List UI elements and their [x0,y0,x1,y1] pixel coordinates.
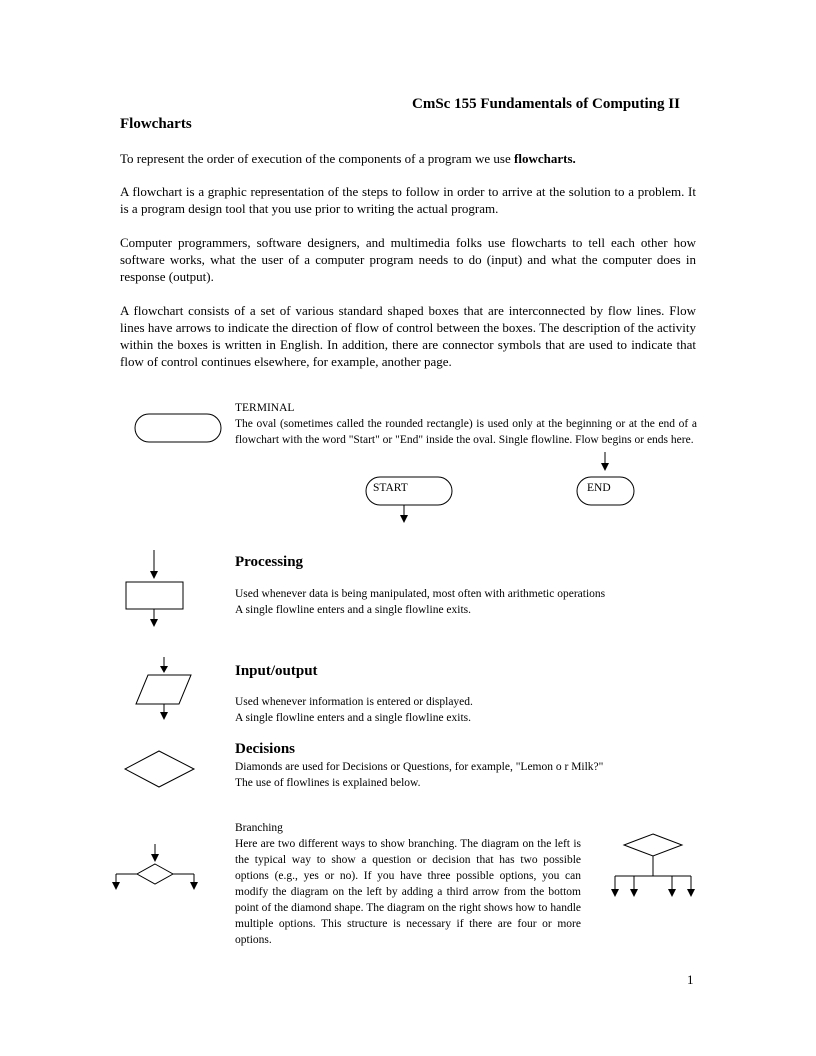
io-parallelogram-shape [128,655,198,725]
intro-paragraph-2: A flowchart is a graphic representation of the steps to follow in order to arrive at the solution to a problem. It is a program design tool that you use prior to writing the actual program. [120,184,696,216]
intro-paragraph-3: Computer programmers, software designers, and multimedia folks use flowcharts to tell each other how software works, what the user of a computer program needs to do (input) and what the computer does in response (output). [120,235,696,284]
start-oval-shape [360,470,460,530]
intro-paragraph-4: A flowchart consists of a set of various standard shaped boxes that are interconnected by flow lines. Flow lines have arrows to indicate the direction of flow of control between the boxes. The description of the activity within the boxes is written in English. In addition, there are connector symbols that are used to indicate that flow of control continues elsewhere, for example, another page. [120,303,696,369]
io-heading: Input/output [235,663,318,679]
start-label: START [373,482,408,494]
decisions-line-1: Diamonds are used for Decisions or Questions, for example, "Lemon o r Milk?" [235,761,604,773]
process-rectangle-shape [120,548,190,633]
decision-diamond-shape [120,748,200,792]
terminal-oval-shape [130,410,230,450]
page-number: 1 [687,972,694,987]
intro-paragraph-1 [120,150,696,167]
end-label: END [587,482,611,494]
processing-heading: Processing [235,554,304,570]
multi-way-branch-diagram [605,828,705,903]
course-title: CmSc 155 Fundamentals of Computing II [412,96,680,112]
decisions-heading: Decisions [235,741,295,757]
terminal-description: The oval (sometimes called the rounded rectangle) is used only at the beginning or at the end of a flowchart with the word "Start" or "End" inside the oval. Single flowline. Flow begins or ends here. [235,418,697,446]
terminal-label: TERMINAL [235,402,295,414]
intro-paragraph-1-text: To represent the order of execution of the components of a program we use [120,151,515,166]
branching-description: Here are two different ways to show branching. The diagram on the left is the typical way to show a question or decision that has two possible options (e.g., yes or no). If you have three possible options, you can modify the diagram on the left by adding a third arrow from the bottom point of the diamond shape. The diagram on the right shows how to handle multiple options. This structure is necessary if there are four or more options. [235,838,581,946]
io-line-2: A single flowline enters and a single flowline exits. [235,712,472,724]
processing-line-2: A single flowline enters and a single flowline exits. [235,604,472,616]
two-way-branch-diagram [108,840,203,895]
processing-line-1: Used whenever data is being manipulated, most often with arithmetic operations [235,588,606,600]
intro-paragraph-1-bold: flowcharts. [514,151,576,166]
branching-label: Branching [235,822,283,834]
section-title: Flowcharts [120,116,192,132]
decisions-line-2: The use of flowlines is explained below. [235,777,421,789]
end-oval-shape [570,450,650,510]
io-line-1: Used whenever information is entered or displayed. [235,696,473,708]
